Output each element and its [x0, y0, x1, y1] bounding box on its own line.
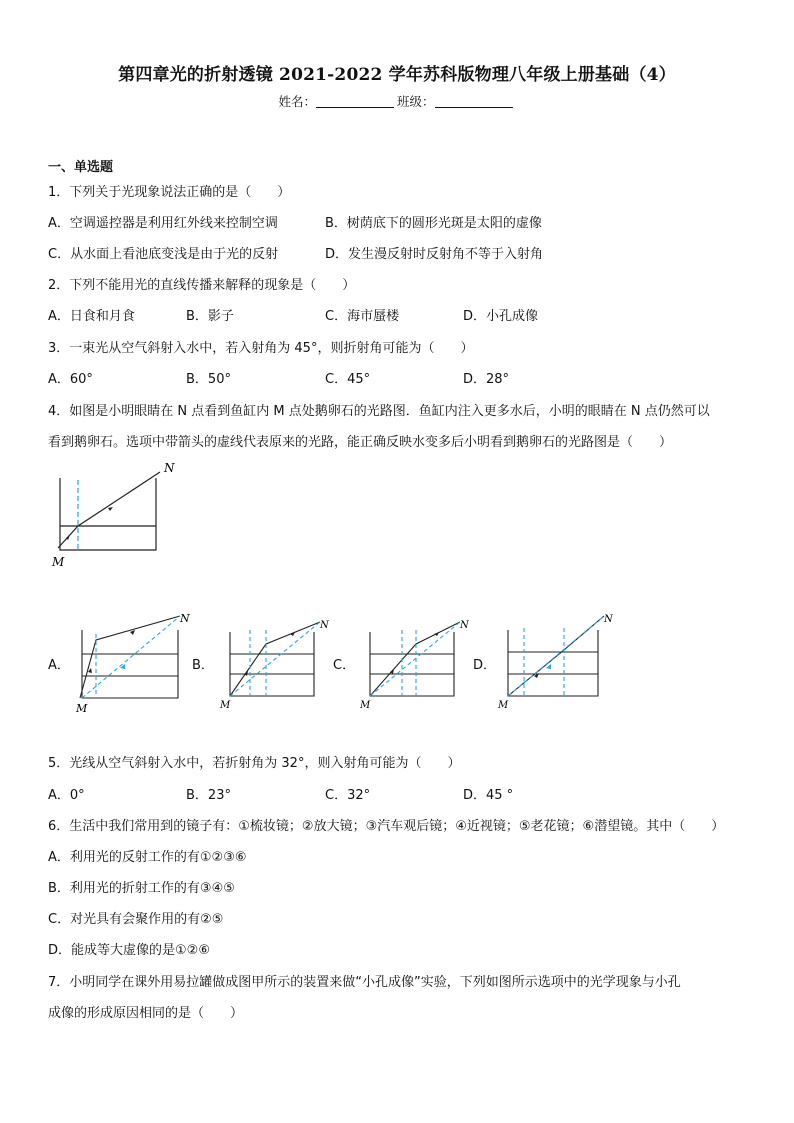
q6-option-d[interactable]: D．能成等大虚像的是①②⑥	[48, 943, 210, 958]
page-title: 第四章光的折射透镜 2021-2022 学年苏科版物理八年级上册基础（4）	[118, 65, 676, 85]
q2-option-c[interactable]: C．海市蜃楼	[325, 309, 400, 324]
q3-option-d[interactable]: D．28°	[463, 372, 510, 387]
point-n-label: N	[604, 614, 613, 625]
q4-option-c-label[interactable]: C．	[333, 658, 356, 673]
q3-option-b[interactable]: B．50°	[186, 372, 231, 387]
q4-option-d-label[interactable]: D．	[473, 658, 497, 673]
q4-option-b-label[interactable]: B．	[192, 658, 214, 673]
q4-option-b-diagram[interactable]	[214, 614, 334, 714]
q1-option-b[interactable]: B．树荫底下的圆形光斑是太阳的虚像	[325, 216, 542, 231]
q6-option-b[interactable]: B．利用光的折射工作的有③④⑤	[48, 881, 235, 896]
light-path	[58, 472, 160, 548]
q2-option-d[interactable]: D．小孔成像	[463, 309, 539, 324]
q5-option-d[interactable]: D．45 °	[463, 788, 514, 803]
q6-option-c[interactable]: C．对光具有会聚作用的有②⑤	[48, 912, 224, 927]
q2-stem: 2．下列不能用光的直线传播来解释的现象是（ ）	[48, 278, 356, 293]
point-m-label: M	[498, 700, 509, 711]
q1-option-c[interactable]: C．从水面上看池底变浅是由于光的反射	[48, 247, 279, 262]
point-m-label: M	[220, 700, 231, 711]
q1-option-d[interactable]: D．发生漫反射时反射角不等于入射角	[325, 247, 544, 262]
q1-option-a[interactable]: A．空调遥控器是利用红外线来控制空调	[48, 216, 278, 231]
arrow-icon	[108, 507, 113, 511]
q4-stem-line1: 4．如图是小明眼睛在 N 点看到鱼缸内 M 点处鹅卵石的光路图．鱼缸内注入更多水后，小明的眼睛在 N 点仍然可以	[48, 404, 710, 419]
q5-option-a[interactable]: A．0°	[48, 788, 85, 803]
name-label: 姓名：	[278, 94, 316, 109]
q7-stem-line2: 成像的形成原因相同的是（ ）	[48, 1006, 244, 1021]
q4-option-c-diagram[interactable]	[354, 614, 474, 714]
section-heading: 一、单选题	[48, 160, 114, 175]
q4-option-a-diagram[interactable]	[64, 610, 194, 718]
point-n-label: N	[320, 620, 329, 631]
q3-stem: 3．一束光从空气斜射入水中，若入射角为 45°，则折射角可能为（ ）	[48, 341, 474, 356]
q4-stem-line2: 看到鹅卵石。选项中带箭头的虚线代表原来的光路，能正确反映水变多后小明看到鹅卵石的光路图是（ ）	[48, 435, 673, 450]
class-label: 班级：	[397, 94, 435, 109]
name-blank[interactable]	[316, 94, 394, 108]
point-m-label: M	[360, 700, 371, 711]
q2-option-a[interactable]: A．日食和月食	[48, 309, 135, 324]
point-n-label: N	[164, 461, 175, 475]
student-info	[0, 92, 794, 110]
q4-option-a-label[interactable]: A．	[48, 658, 70, 673]
class-blank[interactable]	[435, 94, 513, 108]
point-n-label: N	[180, 612, 190, 625]
q4-option-d-diagram[interactable]	[494, 606, 618, 714]
point-n-label: N	[460, 620, 469, 631]
q3-option-a[interactable]: A．60°	[48, 372, 93, 387]
q6-option-a[interactable]: A．利用光的反射工作的有①②③⑥	[48, 850, 247, 865]
point-m-label: M	[52, 555, 65, 569]
q1-stem: 1．下列关于光现象说法正确的是（ ）	[48, 185, 291, 200]
q7-stem-line1: 7．小明同学在课外用易拉罐做成图甲所示的装置来做“小孔成像”实验，下列如图所示选项中的光学现象与小孔	[48, 975, 681, 990]
tank-outline	[60, 478, 156, 550]
point-m-label: M	[76, 702, 88, 715]
q2-option-b[interactable]: B．影子	[186, 309, 234, 324]
q5-option-c[interactable]: C．32°	[325, 788, 371, 803]
q6-stem: 6．生活中我们常用到的镜子有：①梳妆镜；②放大镜；③汽车观后镜；④近视镜；⑤老花镜；⑥潜望镜。其中（ ）	[48, 819, 725, 834]
q4-main-diagram	[46, 458, 186, 576]
q3-option-c[interactable]: C．45°	[325, 372, 371, 387]
q5-stem: 5．光线从空气斜射入水中，若折射角为 32°，则入射角可能为（ ）	[48, 756, 461, 771]
q5-option-b[interactable]: B．23°	[186, 788, 231, 803]
